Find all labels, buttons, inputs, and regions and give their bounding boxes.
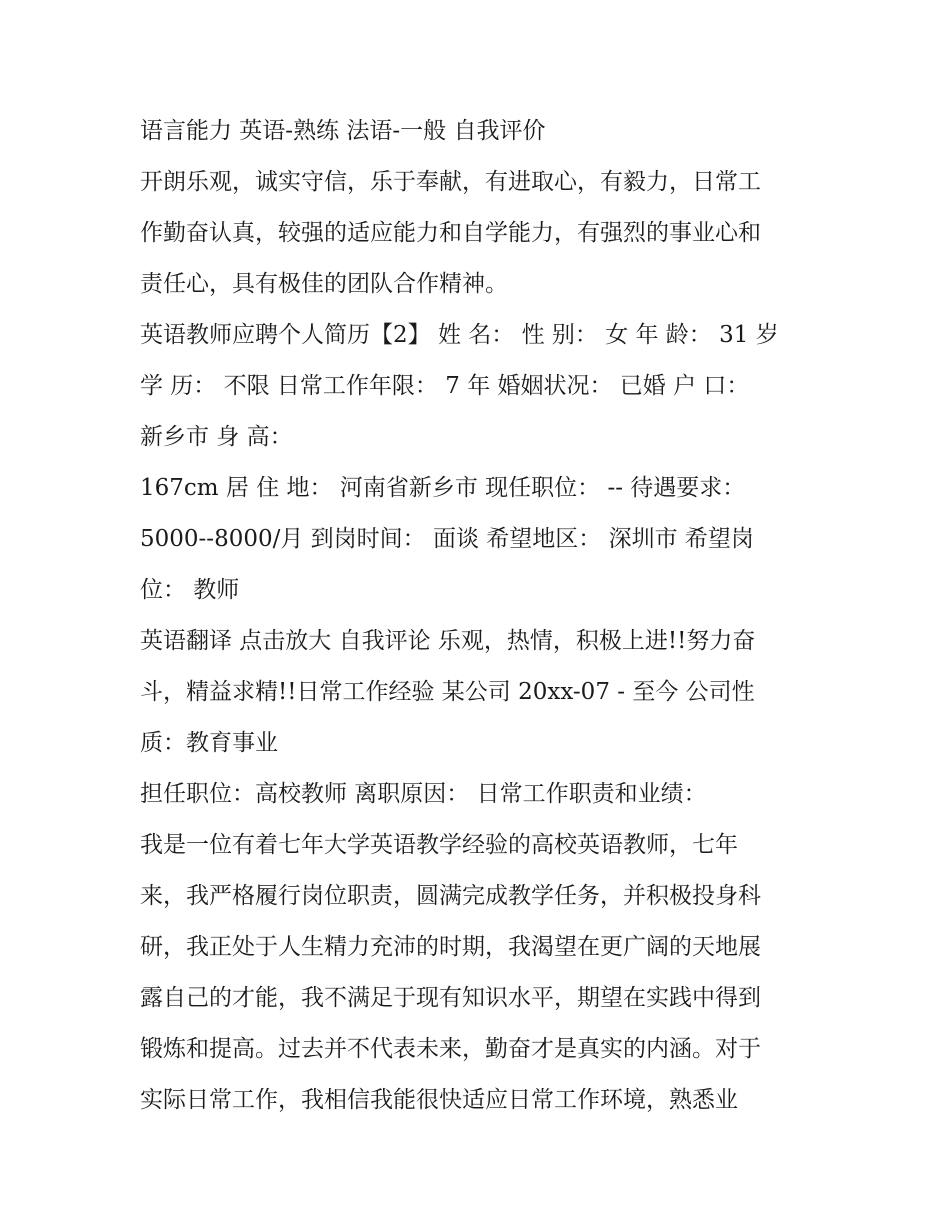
text-line: 质：教育事业	[140, 730, 278, 756]
text-line: 新乡市 身 高：	[140, 424, 293, 450]
text-line-resume-title: 英语教师应聘个人简历【2】 姓 名： 性 别： 女 年 龄： 31 岁	[140, 322, 779, 348]
text-line: 我是一位有着七年大学英语教学经验的高校英语教师，七年	[140, 832, 738, 858]
text-line: 担任职位：高校教师 离职原因： 日常工作职责和业绩：	[140, 781, 707, 807]
text-line: 实际日常工作，我相信我能很快适应日常工作环境，熟悉业	[140, 1087, 738, 1113]
text-line: 来，我严格履行岗位职责，圆满完成教学任务，并积极投身科	[140, 883, 761, 909]
text-line-language-ability: 语言能力 英语-熟练 法语-一般 自我评价	[140, 118, 546, 144]
text-line: 开朗乐观，诚实守信，乐于奉献，有进取心，有毅力，日常工	[140, 169, 761, 195]
text-line: 露自己的才能，我不满足于现有知识水平，期望在实践中得到	[140, 985, 761, 1011]
text-line: 167cm 居 住 地： 河南省新乡市 现任职位： -- 待遇要求：	[140, 475, 746, 501]
text-line: 锻炼和提高。过去并不代表未来，勤奋才是真实的内涵。对于	[140, 1036, 761, 1062]
text-line: 英语翻译 点击放大 自我评论 乐观，热情，积极上进!!努力奋	[140, 628, 756, 654]
text-line: 斗，精益求精!!日常工作经验 某公司 20xx-07 - 至今 公司性	[140, 679, 755, 705]
text-line: 学 历： 不限 日常工作年限： 7 年 婚姻状况： 已婚 户 口：	[140, 373, 750, 399]
text-line: 责任心，具有极佳的团队合作精神。	[140, 271, 508, 297]
text-line: 研，我正处于人生精力充沛的时期，我渴望在更广阔的天地展	[140, 934, 761, 960]
text-line: 位： 教师	[140, 577, 240, 603]
text-line: 5000--8000/月 到岗时间： 面谈 希望地区： 深圳市 希望岗	[140, 526, 754, 552]
text-line: 作勤奋认真，较强的适应能力和自学能力，有强烈的事业心和	[140, 220, 761, 246]
document-body	[140, 106, 830, 1126]
